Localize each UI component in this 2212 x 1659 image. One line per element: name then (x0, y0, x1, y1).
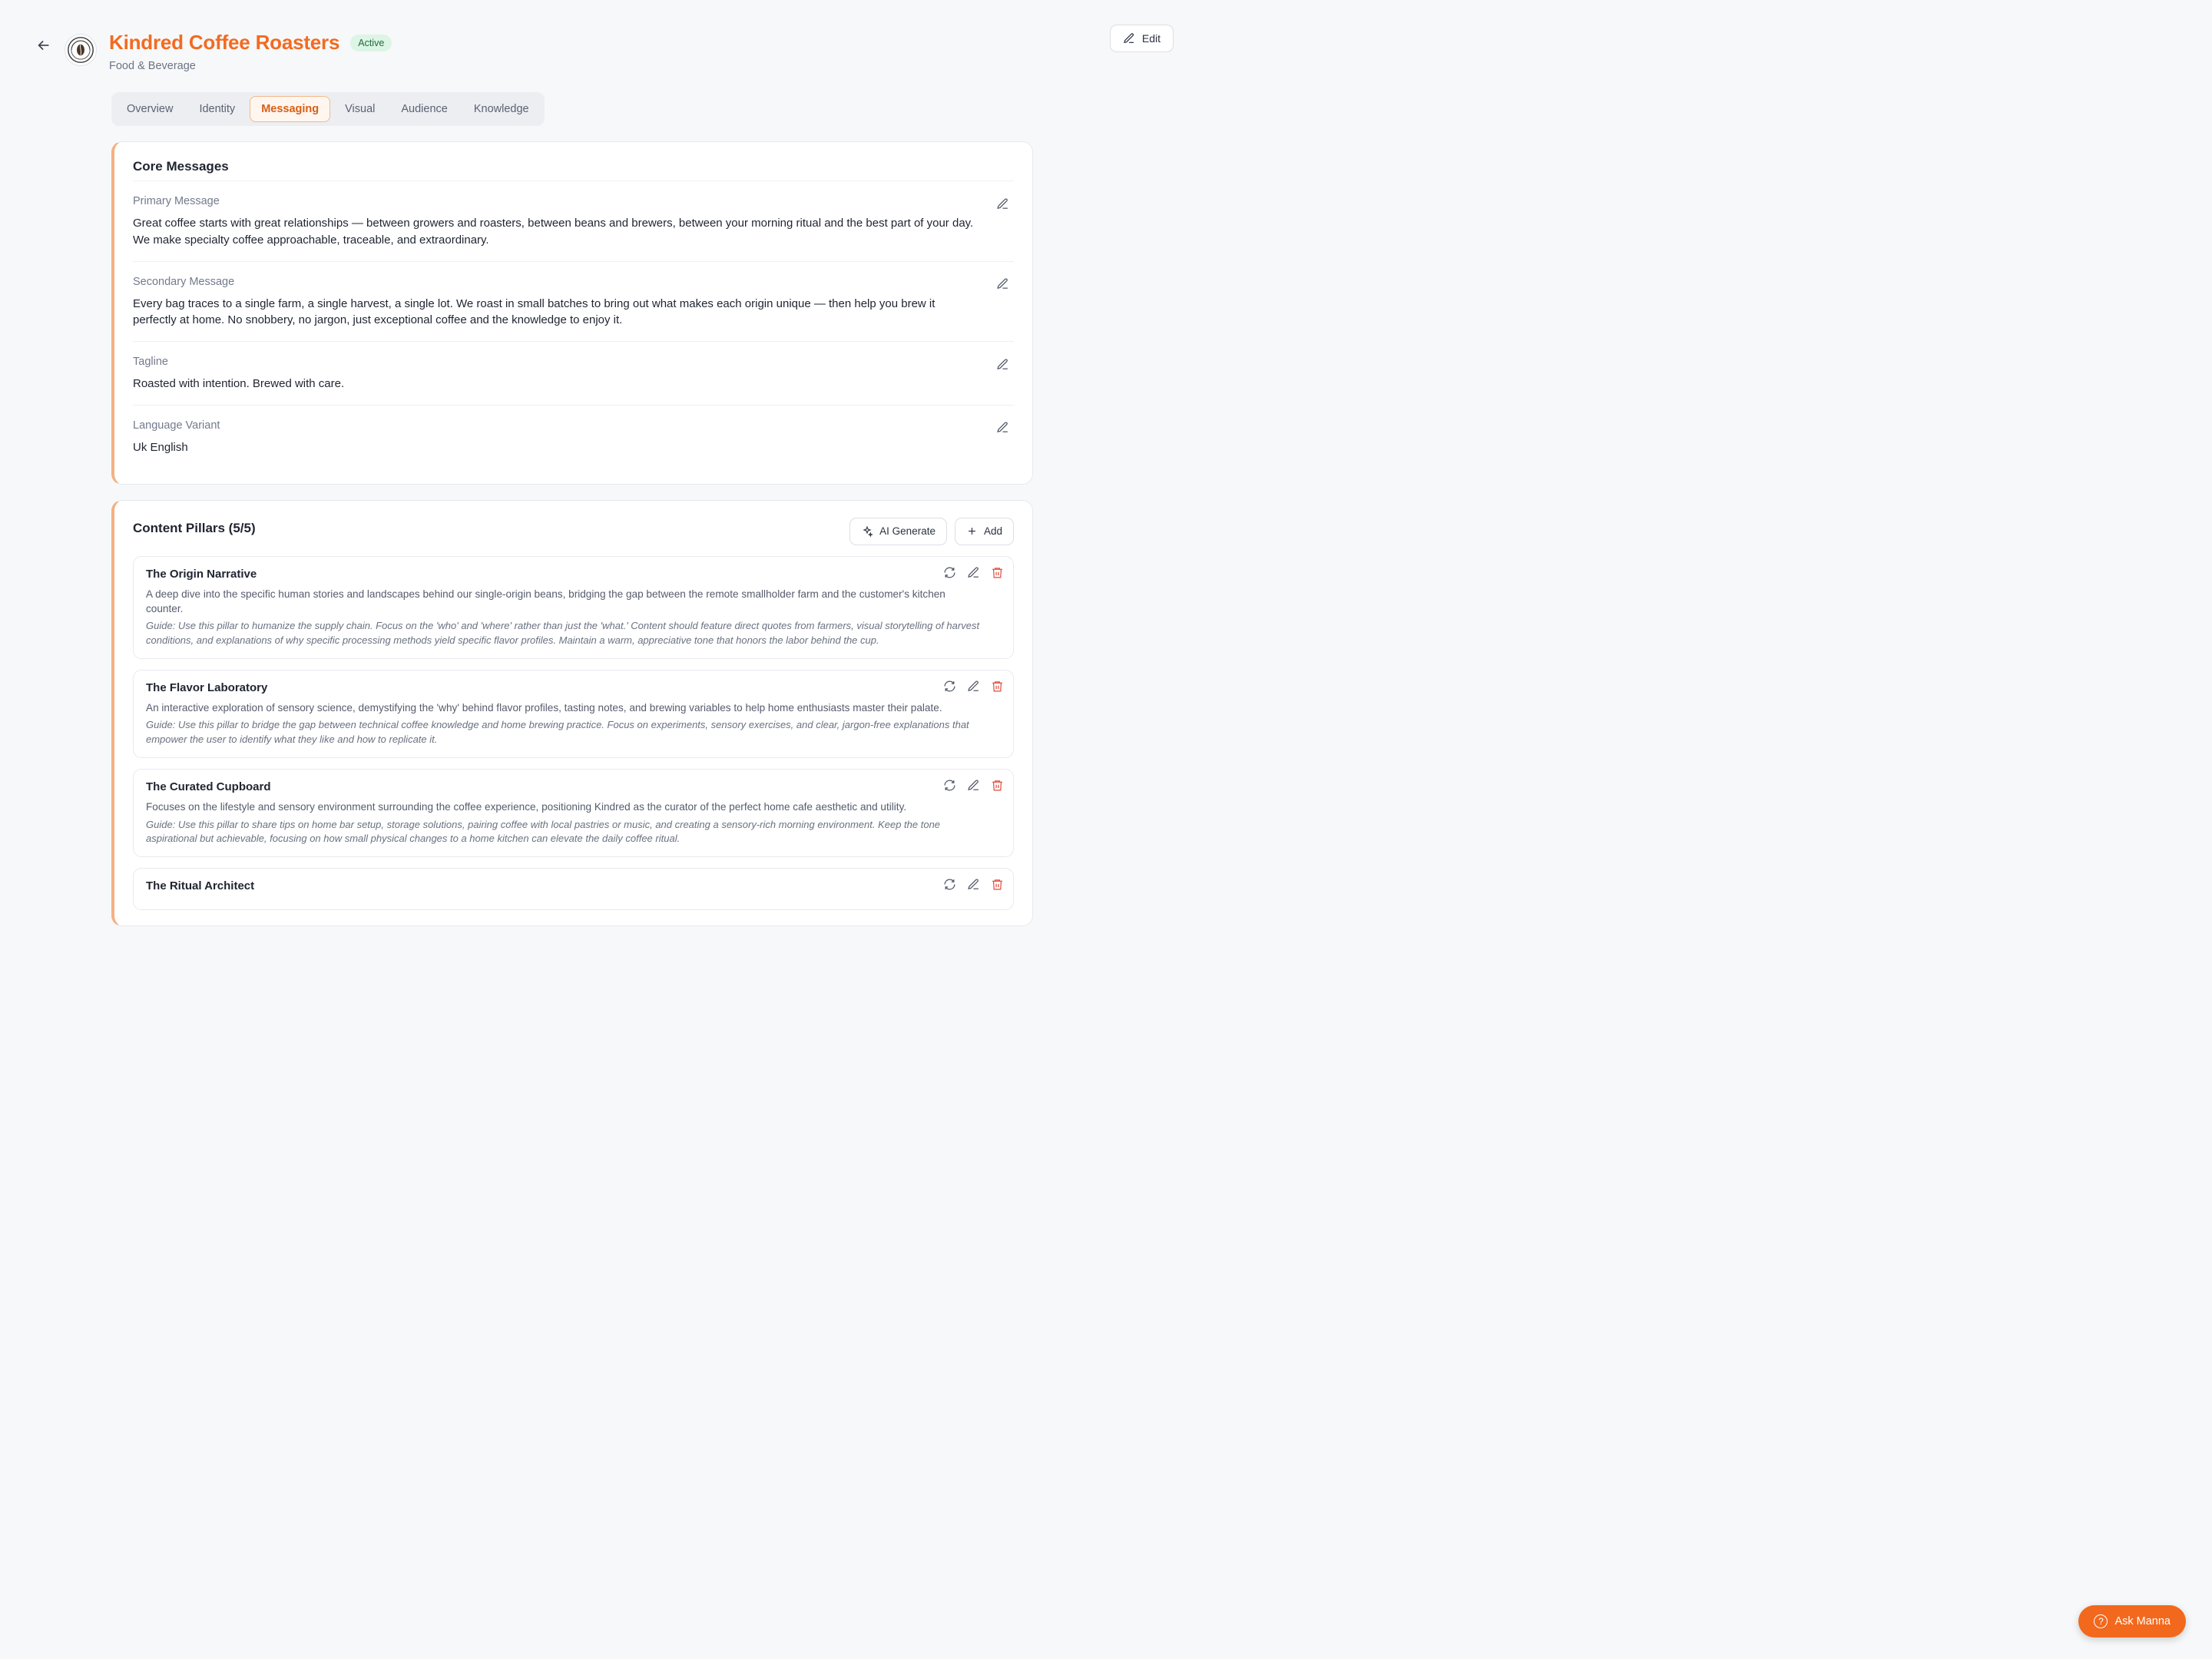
pillar-guide: Guide: Use this pillar to humanize the supply chain. Focus on the 'who' and 'where' rather than just the 'what.' Content should feature direct quotes from farmers, visual storytelling of harvest conditions, and explanations of why specific processing methods yield specific flavor profiles. Maintain a warm, appreciative tone that honors the labor behind the cup. (146, 620, 980, 646)
pillar-actions (943, 878, 1004, 891)
content-pillars-actions (849, 518, 1014, 545)
refresh-icon (943, 680, 956, 693)
delete-pillar-button[interactable] (991, 566, 1004, 579)
message-block-tagline (133, 341, 1014, 405)
message-text: Uk English (133, 440, 188, 454)
delete-pillar-button[interactable] (991, 779, 1004, 792)
pillar-actions (943, 680, 1004, 693)
edit-tagline-button[interactable] (992, 354, 1012, 374)
pillar-item (133, 670, 1014, 758)
title-row (109, 31, 392, 55)
refresh-icon (943, 566, 956, 579)
message-block-language-variant (133, 405, 1014, 469)
title-block (109, 18, 392, 72)
message-text: Every bag traces to a single farm, a single harvest, a single lot. We roast in small batches to bring out what makes each origin unique — then help you brew it perfectly at home. No snobbery, no jargon, just exceptional coffee and the knowledge to enjoy it. (133, 296, 935, 327)
trash-icon (991, 878, 1004, 891)
message-text: Great coffee starts with great relationships — between growers and roasters, between beans and brewers, between your morning ritual and the best part of your day. We make specialty coffee approachable, traceable, and extraordinary. (133, 217, 974, 247)
ai-generate-button[interactable] (849, 518, 947, 545)
message-label: Primary Message (133, 195, 220, 207)
message-label: Tagline (133, 356, 168, 368)
pillar-guide: Guide: Use this pillar to bridge the gap between technical coffee knowledge and home brewing practice. Focus on experiments, sensory exercises, and clear, jargon-free explanations that empower the user to identify what they like and how to replicate it. (146, 719, 969, 745)
pillar-description: An interactive exploration of sensory science, demystifying the 'why' behind flavor profiles, tasting notes, and brewing variables to help home enthusiasts master their palate. (146, 702, 942, 714)
edit-pillar-button[interactable] (967, 680, 980, 693)
edit-secondary-message-button[interactable] (992, 274, 1012, 294)
ask-manna-label: Ask Manna (2114, 1615, 2171, 1628)
plus-icon (966, 525, 978, 537)
pencil-icon (1123, 32, 1135, 45)
edit-pillar-button[interactable] (967, 566, 980, 579)
pencil-icon (996, 197, 1009, 210)
delete-pillar-button[interactable] (991, 878, 1004, 891)
pillar-description: Focuses on the lifestyle and sensory environment surrounding the coffee experience, positioning Kindred as the curator of the perfect home cafe aesthetic and utility. (146, 801, 907, 813)
sparkles-icon (861, 525, 873, 538)
edit-button[interactable] (1110, 25, 1174, 52)
pillar-item (133, 769, 1014, 857)
edit-pillar-button[interactable] (967, 878, 980, 891)
pillar-actions (943, 779, 1004, 792)
page-header (0, 0, 1204, 72)
refresh-icon (943, 878, 956, 891)
message-label: Language Variant (133, 419, 220, 432)
pencil-icon (996, 358, 1009, 371)
ai-generate-label: AI Generate (879, 525, 935, 537)
core-messages-card (111, 141, 1033, 485)
brand-category: Food & Beverage (109, 60, 196, 72)
tab-overview[interactable]: Overview (127, 103, 174, 115)
trash-icon (991, 566, 1004, 579)
content-pillars-title: Content Pillars (5/5) (133, 520, 256, 535)
tab-knowledge[interactable]: Knowledge (473, 103, 529, 115)
pillar-description: A deep dive into the specific human stories and landscapes behind our single-origin beans, bridging the gap between the remote smallholder farm and the customer's kitchen counter. (146, 588, 945, 614)
pencil-icon (967, 878, 980, 891)
ask-manna-button[interactable] (2078, 1605, 2186, 1637)
refresh-icon (943, 779, 956, 792)
edit-pillar-button[interactable] (967, 779, 980, 792)
pencil-icon (996, 277, 1009, 290)
content-pillars-header (133, 518, 1014, 545)
tab-bar (111, 92, 545, 126)
pillar-guide: Guide: Use this pillar to share tips on home bar setup, storage solutions, pairing coffee with local pastries or music, and creating a sensory-rich morning environment. Keep the tone aspirational but achievable, focusing on how small physical changes to a home kitchen can elevate the daily coffee ritual. (146, 818, 941, 844)
pillar-item (133, 868, 1014, 910)
pillar-item (133, 556, 1014, 660)
core-messages-title: Core Messages (133, 159, 229, 174)
tab-identity[interactable]: Identity (199, 103, 236, 115)
delete-pillar-button[interactable] (991, 680, 1004, 693)
help-circle-icon: ? (2094, 1614, 2108, 1628)
content-pillars-card (111, 500, 1033, 927)
message-text: Roasted with intention. Brewed with care. (133, 377, 345, 390)
pillar-title: The Curated Cupboard (146, 780, 271, 794)
arrow-left-icon (35, 37, 52, 54)
regenerate-pillar-button[interactable] (943, 878, 956, 891)
pencil-icon (967, 680, 980, 693)
message-label: Secondary Message (133, 275, 235, 288)
regenerate-pillar-button[interactable] (943, 566, 956, 579)
edit-button-label: Edit (1141, 32, 1161, 45)
add-pillar-label: Add (983, 525, 1002, 537)
message-block-primary (133, 180, 1014, 261)
tab-messaging[interactable]: Messaging (250, 96, 330, 122)
trash-icon (991, 779, 1004, 792)
back-button[interactable] (31, 32, 57, 58)
pillar-title: The Ritual Architect (146, 879, 255, 893)
brand-logo (65, 34, 97, 66)
regenerate-pillar-button[interactable] (943, 779, 956, 792)
tab-audience[interactable]: Audience (401, 103, 448, 115)
tab-visual[interactable]: Visual (345, 103, 376, 115)
trash-icon (991, 680, 1004, 693)
pillar-title: The Flavor Laboratory (146, 681, 268, 694)
coffee-roaster-logo (67, 36, 94, 64)
pillar-title: The Origin Narrative (146, 567, 257, 581)
status-badge: Active (350, 35, 392, 51)
add-pillar-button[interactable] (955, 518, 1014, 545)
regenerate-pillar-button[interactable] (943, 680, 956, 693)
edit-language-variant-button[interactable] (992, 418, 1012, 438)
edit-primary-message-button[interactable] (992, 194, 1012, 214)
page-title: Kindred Coffee Roasters (109, 31, 340, 54)
pillar-actions (943, 566, 1004, 579)
pencil-icon (967, 779, 980, 792)
pencil-icon (996, 421, 1009, 434)
message-block-secondary (133, 261, 1014, 342)
pencil-icon (967, 566, 980, 579)
